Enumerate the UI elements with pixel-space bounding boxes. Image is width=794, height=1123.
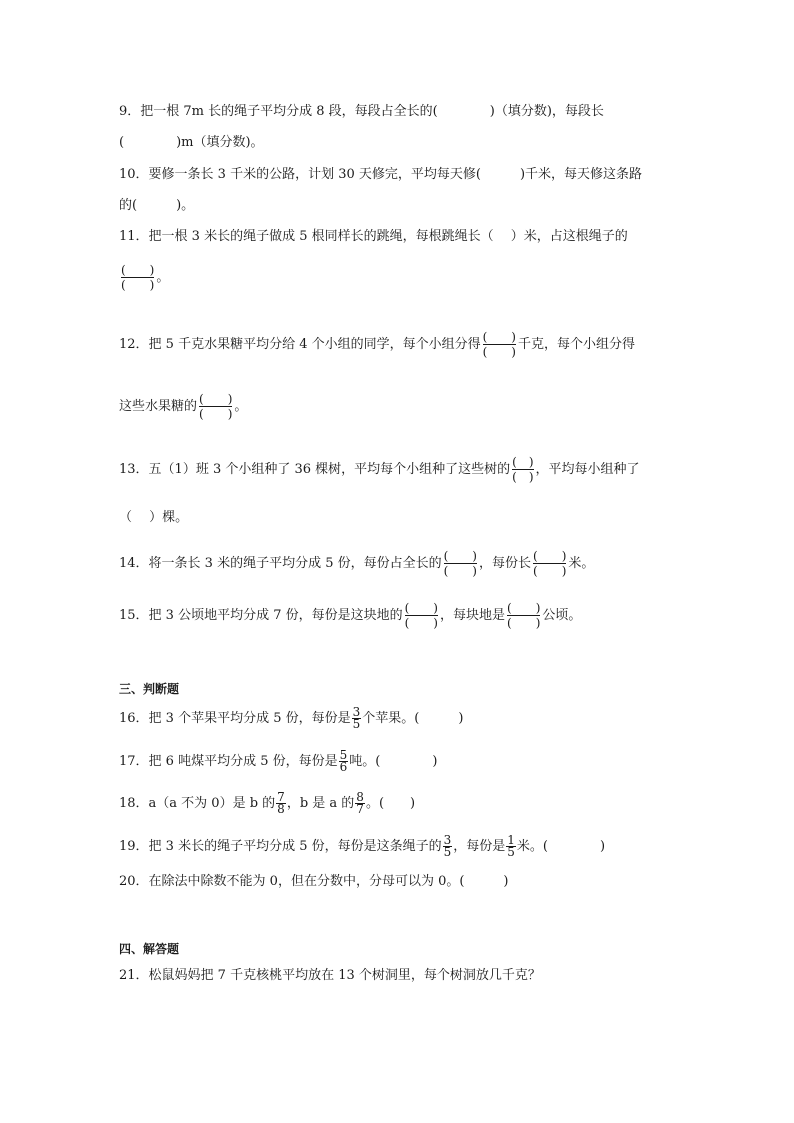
denominator: 5 (507, 845, 515, 859)
question-15-text-end: 公顷。 (542, 608, 582, 623)
numerator: 3 (352, 705, 361, 719)
question-16-line (119, 707, 463, 730)
denominator: 5 (443, 845, 452, 859)
question-16-text: 16．把 3 个苹果平均分成 5 份，每份是 (119, 711, 351, 726)
section-heading-judge: 三、判断题 (119, 682, 180, 696)
punctuation: 。 (156, 270, 170, 285)
blank-denominator: ( ) (482, 345, 516, 359)
question-13-text: 13．五（1）班 3 个小组种了 36 棵树，平均每个小组种了这些树的 (119, 462, 511, 477)
blank-numerator: ( ) (121, 263, 155, 277)
question-10-line-2: 的( )。 (119, 198, 195, 213)
question-12-line-2 (119, 392, 247, 421)
numerator: 5 (339, 748, 348, 762)
question-13-line-2: （ ）棵。 (119, 510, 189, 525)
question-18-answer-paren[interactable]: 。( ) (365, 796, 416, 811)
fraction (352, 707, 362, 730)
blank-denominator: ( ) (533, 564, 567, 578)
question-19-line (119, 835, 605, 858)
question-14-text-end: 米。 (568, 556, 595, 571)
denominator: 6 (339, 760, 348, 774)
question-14-text-mid: ，每份长 (479, 556, 532, 571)
numerator: 1 (507, 833, 515, 847)
question-12-line-1 (119, 330, 635, 359)
blank-numerator: ( ) (443, 549, 477, 563)
numerator: 8 (356, 790, 364, 804)
question-20-line: 20．在除法中除数不能为 0，但在分数中，分母可以为 0。( ) (119, 874, 509, 889)
fraction (339, 750, 349, 773)
fraction (355, 792, 365, 815)
question-9-line-2: ( )m（填分数)。 (119, 135, 264, 150)
question-12-text-2: 这些水果糖的 (119, 399, 198, 414)
fraction (443, 835, 453, 858)
question-16-answer-paren[interactable]: 个苹果。( ) (362, 711, 464, 726)
blank-denominator: ( ) (121, 278, 155, 292)
question-15-line (119, 601, 581, 630)
question-12-text: 12．把 5 千克水果糖平均分给 4 个小组的同学，每个小组分得 (119, 337, 481, 352)
denominator: 8 (277, 802, 285, 816)
section-heading-answer: 四、解答题 (119, 942, 180, 956)
question-15-text: 15．把 3 公顷地平均分成 7 份，每份是这块地的 (119, 608, 403, 623)
blank-numerator: ( ) (533, 549, 567, 563)
numerator: 7 (277, 790, 285, 804)
question-12-text-mid: 千克，每个小组分得 (518, 337, 636, 352)
blank-denominator: ( ) (512, 470, 534, 484)
question-13-line-1 (119, 455, 640, 484)
question-17-answer-paren[interactable]: 吨。( ) (349, 754, 438, 769)
denominator: 5 (352, 717, 361, 731)
answer-blank-fraction[interactable] (121, 263, 154, 292)
blank-numerator: ( ) (512, 455, 534, 469)
blank-denominator: ( ) (404, 616, 438, 630)
answer-blank-fraction[interactable] (405, 601, 438, 630)
question-15-text-mid: ，每块地是 (440, 608, 506, 623)
fraction (276, 792, 286, 815)
question-9-line-1: 9．把一根 7m 长的绳子平均分成 8 段，每段占全长的( )（填分数)，每段长 (119, 104, 604, 119)
question-19-answer-paren[interactable]: 米。( ) (516, 839, 606, 854)
answer-blank-fraction[interactable] (533, 549, 566, 578)
question-19-text: 19．把 3 米长的绳子平均分成 5 份，每份是这条绳子的 (119, 839, 442, 854)
question-14-text: 14．将一条长 3 米的绳子平均分成 5 份，每份占全长的 (119, 556, 442, 571)
numerator: 3 (443, 833, 452, 847)
answer-blank-fraction[interactable] (483, 330, 516, 359)
blank-denominator: ( ) (507, 616, 541, 630)
question-19-text-mid: ，每份是 (453, 839, 506, 854)
blank-numerator: ( ) (482, 330, 516, 344)
fraction (506, 835, 516, 858)
question-21-line: 21．松鼠妈妈把 7 千克核桃平均放在 13 个树洞里，每个树洞放几千克？ (119, 968, 541, 983)
question-10-line-1: 10．要修一条长 3 千米的公路，计划 30 天修完，平均每天修( )千米，每天修这条路 (119, 167, 643, 182)
question-17-line (119, 750, 437, 773)
question-14-line (119, 549, 594, 578)
question-18-line (119, 792, 415, 815)
blank-denominator: ( ) (443, 564, 477, 578)
blank-numerator: ( ) (404, 601, 438, 615)
question-18-text: 18．a（a 不为 0）是 b 的 (119, 796, 276, 811)
question-11-line-1: 11．把一根 3 米长的绳子做成 5 根同样长的跳绳，每根跳绳长（ ）米，占这根绳子的 (119, 229, 628, 244)
question-18-text-mid: ，b 是 a 的 (286, 796, 355, 811)
answer-blank-fraction[interactable] (507, 601, 540, 630)
answer-blank-fraction[interactable] (199, 392, 232, 421)
question-11-line-2 (119, 263, 169, 292)
punctuation: 。 (234, 399, 248, 414)
blank-denominator: ( ) (199, 407, 233, 421)
question-13-text-end: ，平均每小组种了 (535, 462, 640, 477)
blank-numerator: ( ) (507, 601, 541, 615)
blank-numerator: ( ) (199, 392, 233, 406)
answer-blank-fraction[interactable] (444, 549, 477, 578)
denominator: 7 (356, 802, 364, 816)
question-17-text: 17．把 6 吨煤平均分成 5 份，每份是 (119, 754, 338, 769)
answer-blank-fraction[interactable] (512, 455, 533, 484)
